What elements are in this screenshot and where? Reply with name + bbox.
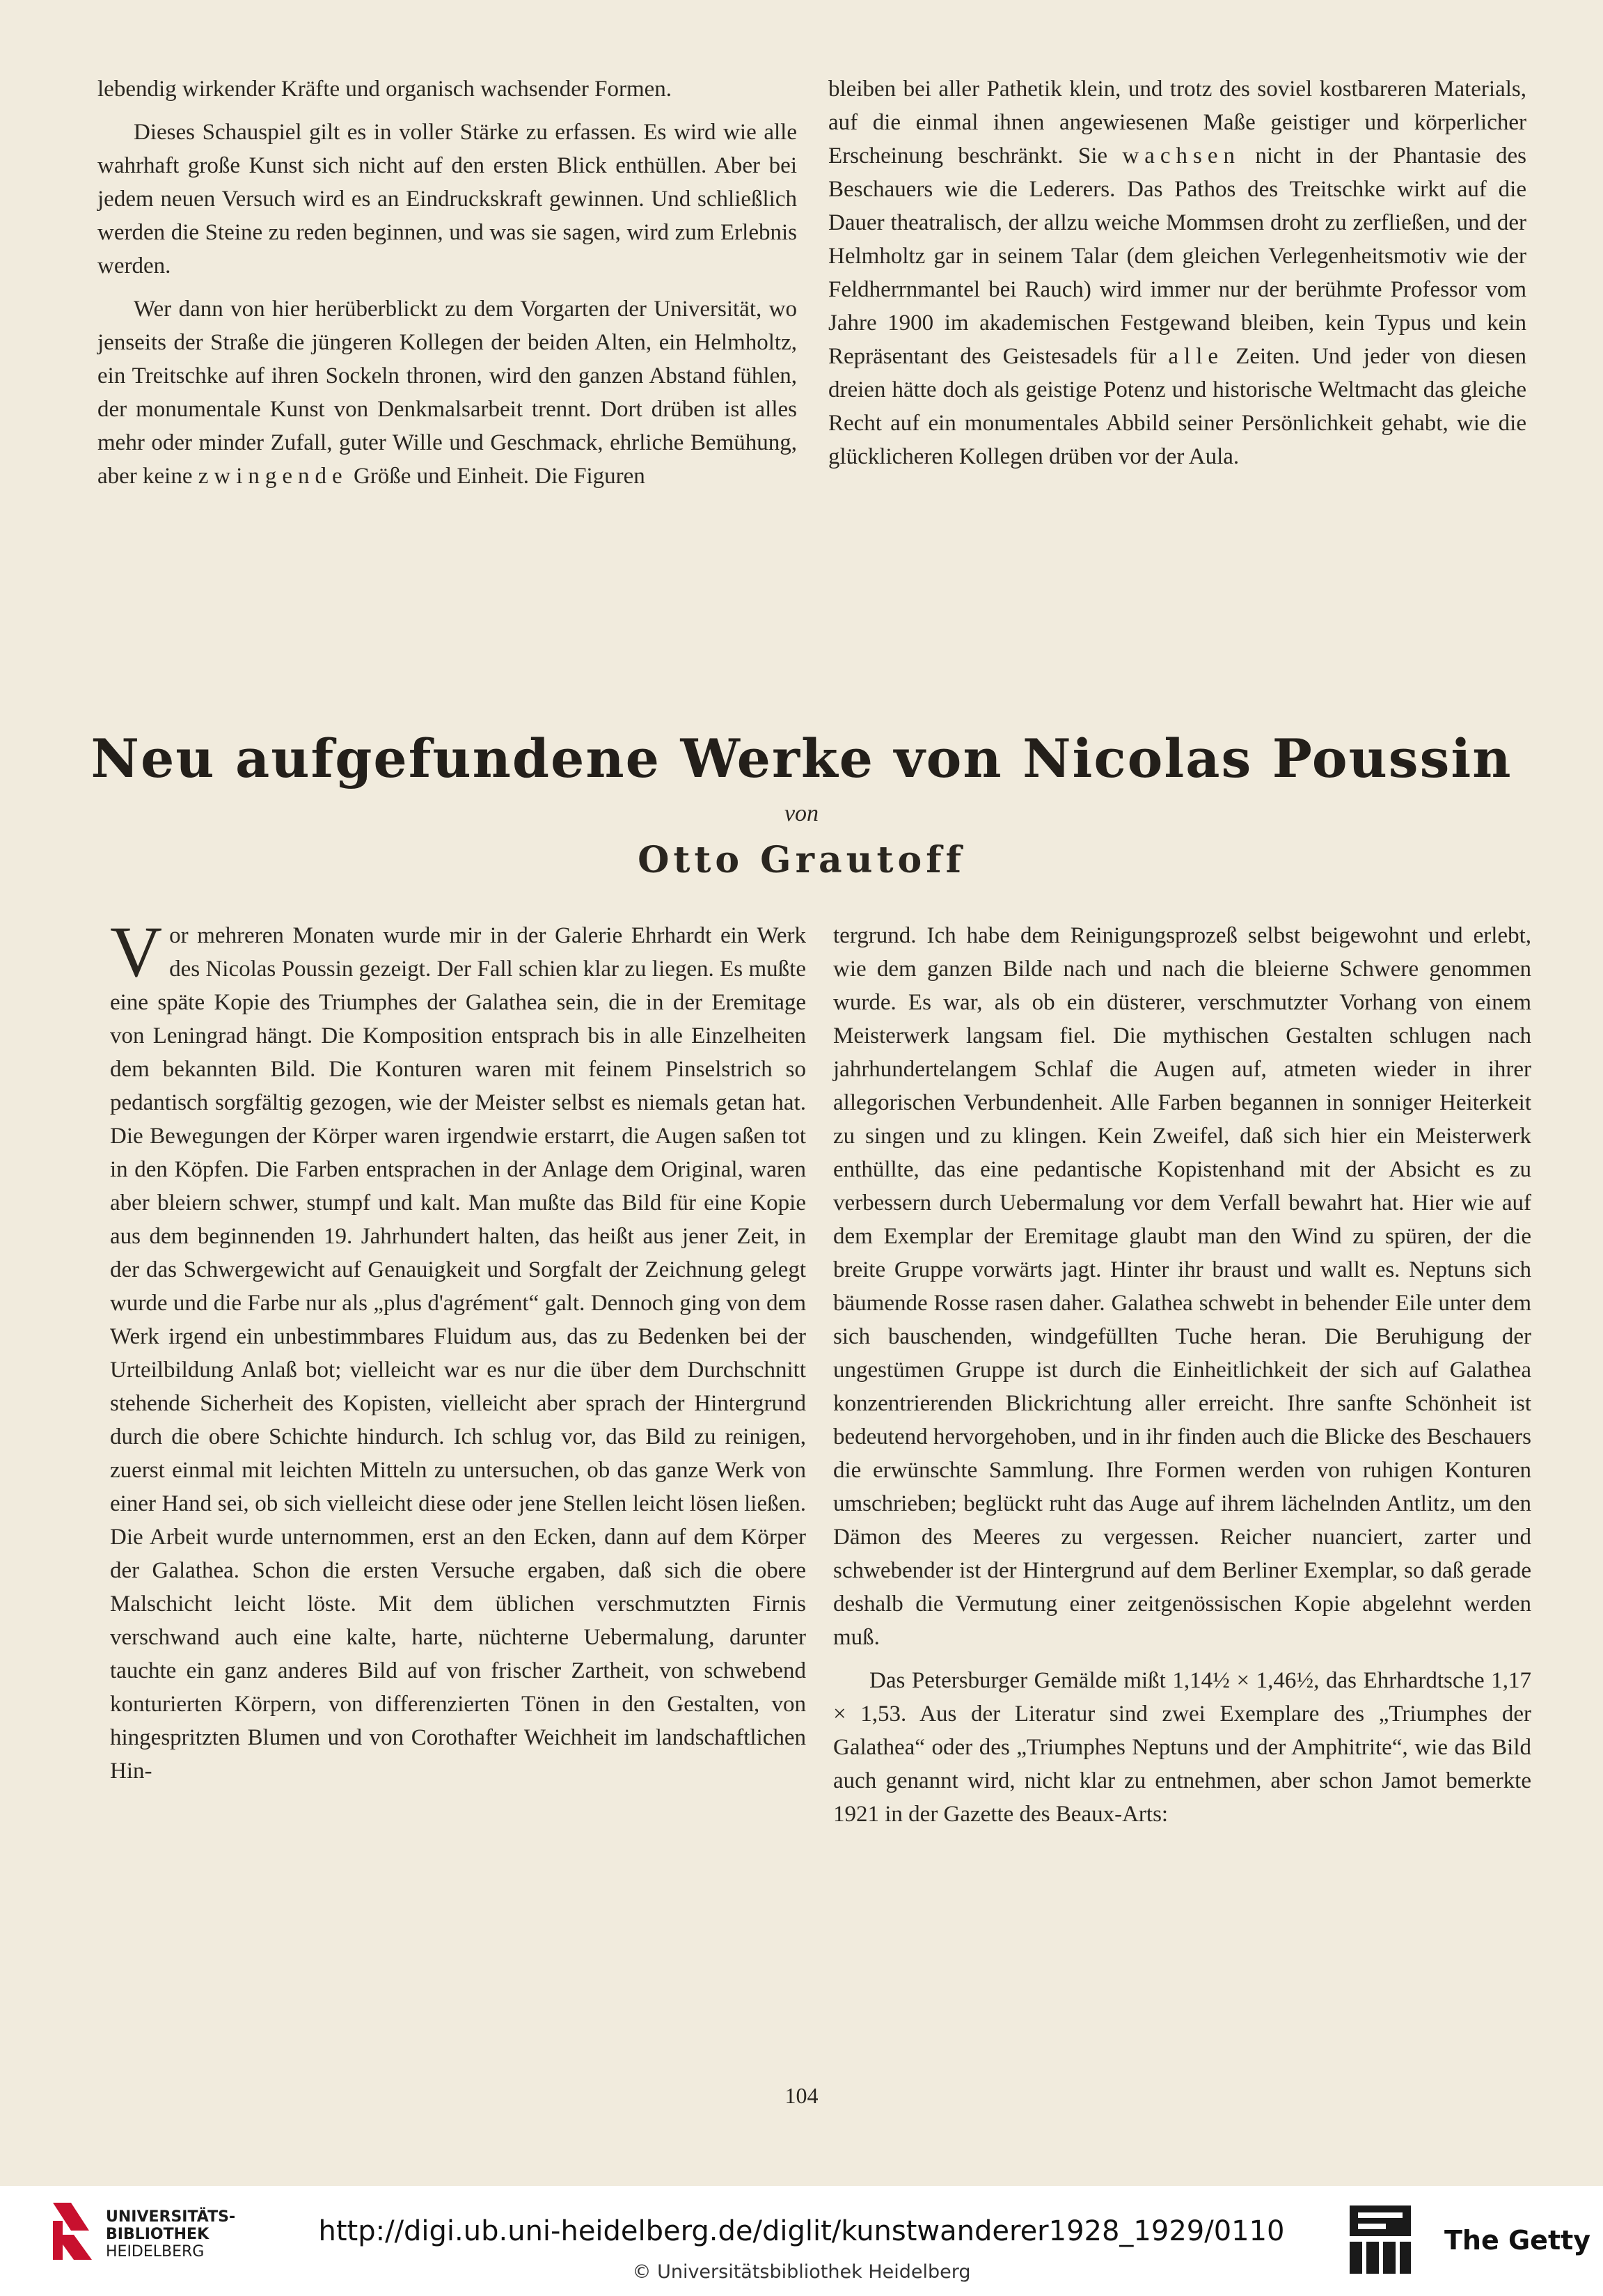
text-run: Wer dann von hier herüberblickt zu dem Vorgarten der Universität, wo jenseits der Straße die jüngeren Kollegen der beiden Alten, ein Helmholtz, ein Treitschke auf ihren Sockeln thronen, wird den ganzen Abstand fühlen, der monumentale Kunst von Denkmalsarbeit trennt. Dort drüben ist alles mehr oder minder Zufall, guter Wille und Geschmack, ehrliche Bemühung, aber keine	[97, 297, 797, 489]
article-title: Neu aufgefundene Werke von Nicolas Poussin	[90, 728, 1513, 789]
paragraph	[110, 912, 806, 1788]
article-author: Otto Grautoff	[638, 839, 965, 881]
drop-cap: V	[110, 912, 163, 992]
paragraph	[828, 72, 1526, 473]
text-run: nicht in der Phantasie des Beschauers wie die Lederers. Das Pathos des Treitschke wirkt auf die Dauer theatralisch, der allzu weiche Mommsen droht zu zerfließen, und der Helmholtz gar in seinem Talar (dem gleichen Verlegenheitsmotiv wie der Feldherrnmantel bei Rauch) wird immer nur der berühmte Professor vom Jahre 1900 im akademischen Festgewand bleiben, kein Typus und kein Repräsentant des Geistesadels für	[828, 143, 1527, 369]
paragraph: tergrund. Ich habe dem Reinigungsprozeß selbst beigewohnt und erlebt, wie dem ganzen Bilde nach und nach die bleierne Schwere genommen wurde. Es war, als ob ein düsterer, verschmutzter Vorhang von einem Meisterwerk langsam fiel. Die mythischen Gestalten schlugen nach jahrhundertelangem Schlaf die Augen auf, atmeten wieder in ihrer allegorischen Verbundenheit. Alle Farben begannen in sonniger Heiterkeit zu singen und zu klingen. Kein Zweifel, daß sich hier ein Meisterwerk enthüllte, das eine pedantische Kopistenhand mit der Absicht es zu verbessern durch Uebermalung vor dem Verfall bewahrt hat. Hier wie auf dem Exemplar der Eremitage glaubt man den Wind zu spüren, der die breite Gruppe vorwärts jagt. Hinter ihr braust und wallt es. Neptuns sich bäumende Rosse rasen daher. Galathea schwebt in behender Eile unter dem sich bauschenden, windgefüllten Tuche heran. Die Beruhigung der ungestümen Gruppe ist durch die Einheitlichkeit der sich auf Galathea konzentrierenden Blickrichtung aller erreicht. Ihre sanfte Schönheit ist bedeutend hervorgehoben, und in ihr finden auch die Blicke des Beschauers die erwünschte Sammlung. Ihre Formen werden von ruhigen Konturen umschrieben; beglückt ruht das Auge auf ihrem lächelnden Antlitz, um den Dämon des Meeres zu vergessen. Reicher nuanciert, zarter und schwebender ist der Hintergrund auf dem Berliner Exemplar, so daß gerade deshalb die Vermutung einer zeitgenössischen Kopie abgelehnt werden muß.	[833, 923, 1531, 1650]
library-name-line: UNIVERSITÄTS-	[106, 2208, 236, 2226]
paragraph: Das Petersburger Gemälde mißt 1,14½ × 1,46½, das Ehrhardtsche 1,17 × 1,53. Aus der Literatur sind zwei Exemplare des „Triumphes der Galathea“ oder des „Triumphes Neptuns und der Amphitrite“, wie das Bild auch genannt wird, nicht klar zu entnehmen, aber schon Jamot bemerkte 1921 in der Gazette des Beaux-Arts:	[833, 1668, 1531, 1827]
top-left-column	[97, 72, 797, 493]
document-url-link[interactable]: http://digi.ub.uni-heidelberg.de/diglit/kunstwanderer1928_1929/0110	[318, 2215, 1285, 2247]
copyright-notice: © Universitätsbibliothek Heidelberg	[632, 2261, 971, 2283]
article-byline: von	[784, 801, 819, 826]
top-right-column	[828, 72, 1526, 473]
getty-logo-icon[interactable]	[1347, 2203, 1414, 2277]
article-right-column	[833, 919, 1531, 1831]
spaced-emphasis: alle	[1168, 344, 1224, 369]
paragraph	[97, 292, 797, 493]
text-run: Zeiten. Und jeder von diesen dreien hätte doch als geistige Potenz und historische Weltmacht das gleiche Recht auf ein monumentales Abbild seiner Persönlichkeit gehabt, wie die glücklicheren Kollegen drüben vor der Aula.	[828, 344, 1526, 469]
page-number: 104	[784, 2083, 819, 2108]
library-name-line: HEIDELBERG	[106, 2243, 205, 2260]
text-run: bleiben bei aller Pathetik klein, und trotz des soviel kostbareren Materials, auf die einmal ihnen angewiesenen Maße geistiger und körperlicher Erscheinung beschränkt. Sie	[828, 77, 1526, 168]
text-run: Größe und Einheit. Die Figuren	[353, 464, 645, 489]
getty-label: The Getty	[1444, 2225, 1591, 2256]
paragraph: Dieses Schauspiel gilt es in voller Stärke zu erfassen. Es wird wie alle wahrhaft große Kunst sich nicht auf den ersten Blick enthüllen. Aber bei jedem neuen Versuch wird es an Eindruckskraft gewinnen. Und schließlich werden die Steine zu reden beginnen, und was sie sagen, wird zum Erlebnis werden.	[97, 120, 797, 278]
library-name-line: BIBLIOTHEK	[106, 2226, 210, 2243]
article-left-column	[110, 912, 806, 1788]
footer-bar	[0, 2186, 1603, 2296]
paragraph: lebendig wirkender Kräfte und organisch wachsender Formen.	[97, 77, 672, 102]
text-run: or mehreren Monaten wurde mir in der Galerie Ehrhardt ein Werk des Nicolas Poussin gezeigt. Der Fall schien klar zu liegen. Es mußte eine späte Kopie des Triumphes der Galathea sein, die in der Eremitage von Leningrad hängt. Die Komposition entsprach bis in alle Einzelheiten dem bekannten Bild. Die Konturen waren mit feinem Pinselstrich so pedantisch sorgfältig gezogen, wie der Meister selbst es niemals getan hat. Die Bewegungen der Körper waren irgendwie erstarrt, die Augen saßen tot in den Köpfen. Die Farben entsprachen in der Anlage dem Original, waren aber bleiern schwer, stumpf und kalt. Man mußte das Bild für eine Kopie aus dem beginnenden 19. Jahrhundert halten, das heißt aus jener Zeit, in der das Schwergewicht auf Genauigkeit und Sorgfalt der Zeichnung gelegt wurde und die Farbe nur als „plus d'agrément“ galt. Dennoch ging von dem Werk irgend ein unbestimmbares Fluidum aus, das zu Bedenken bei der Urteilbildung Anlaß bot; vielleicht war es nur die über dem Durchschnitt stehende Sicherheit des Kopisten, vielleicht aber sprach der Hintergrund durch die obere Schichte hindurch. Ich schlug vor, das Bild zu reinigen, zuerst einmal mit leichten Mitteln zu untersuchen, ob das ganze Werk von einer Hand sei, ob sich vielleicht diese oder jene Stellen leicht lösen ließen. Die Arbeit wurde unternommen, erst an den Ecken, dann auf dem Körper der Galathea. Schon die ersten Versuche ergaben, daß sich die obere Malschicht leicht löste. Mit dem üblichen verschmutzten Firnis verschwand auch eine kalte, harte, nüchterne Uebermalung, darunter tauchte ein ganz anderes Bild auf von frischer Zartheit, von schwebend konturierten Körpern, von differenzierten Tönen in den Gestalten, von hingespritzten Blumen und von Corothafter Weichheit im landschaftlichen Hin-	[110, 923, 806, 1784]
spaced-emphasis: zwingende	[198, 464, 348, 489]
spaced-emphasis: wachsen	[1122, 143, 1240, 168]
